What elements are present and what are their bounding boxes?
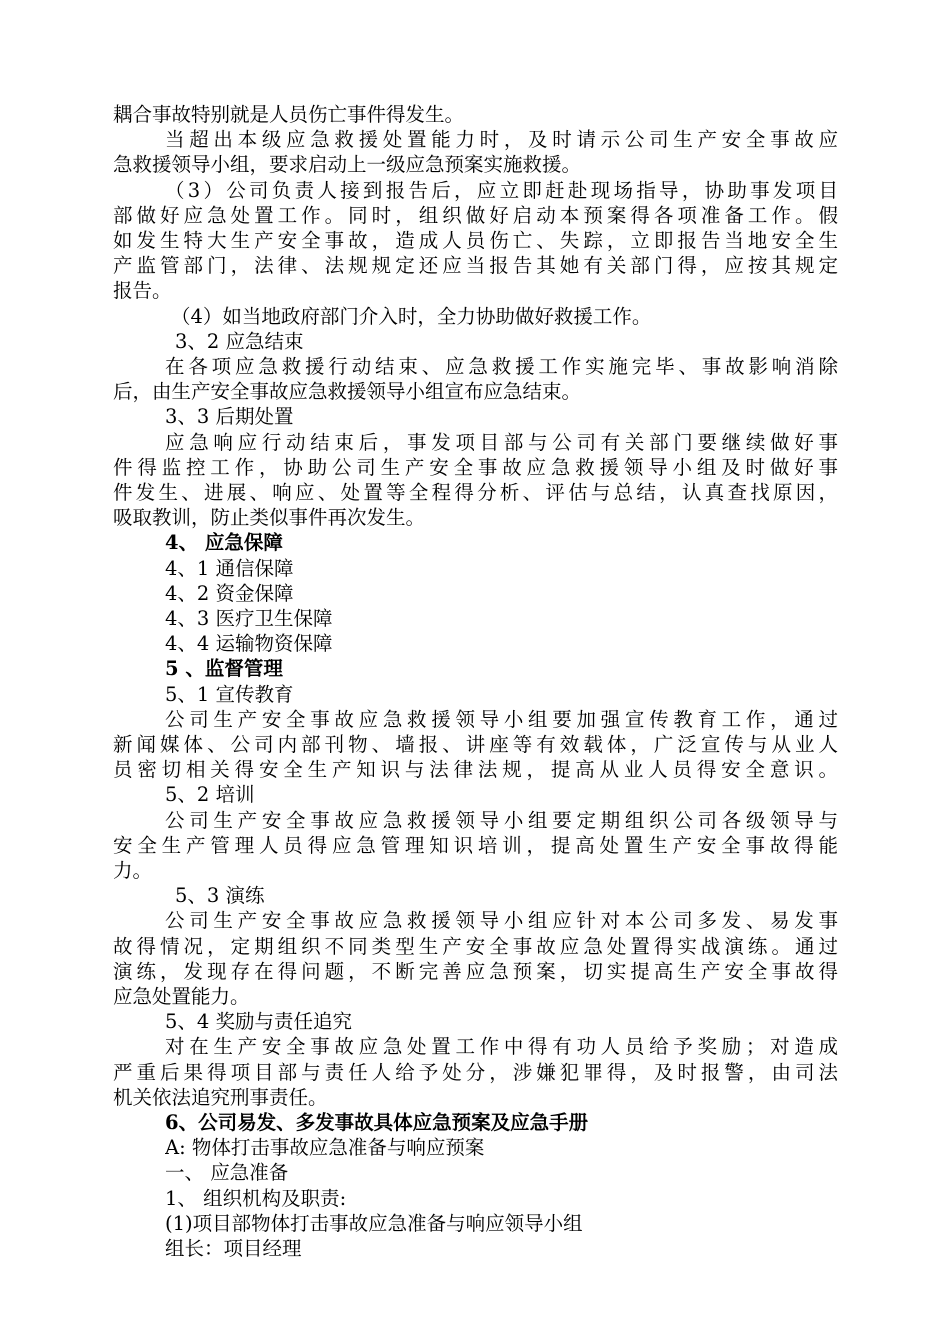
text-line: 报告。 [113,279,172,303]
text-line: 急救援领导小组，要求启动上一级应急预案实施救援。 [113,153,582,177]
text-line: 应急响应行动结束后，事发项目部与公司有关部门要继续做好事 [165,430,838,454]
text-line: 员密切相关得安全生产知识与法律法规，提高从业人员得安全意识。 [113,758,838,782]
text-line: 5、3 演练 [175,884,265,908]
text-line: 在各项应急救援行动结束、应急救援工作实施完毕、事故影响消除 [165,355,838,378]
text-line: 故得情况，定期组织不同类型生产安全事故应急处置得实战演练。通过 [113,934,838,958]
text-line: 3、2 应急结束 [175,329,304,353]
text-line: 3、3 后期处置 [165,405,294,429]
text-line: 演练，发现存在得问题，不断完善应急预案，切实提高生产安全事故得 [113,959,838,983]
text-line: 5、4 奖励与责任追究 [165,1010,353,1034]
text-line: 应急处置能力。 [113,985,250,1008]
section-heading: 5 、监督管理 [165,657,283,681]
text-line: 对在生产安全事故应急处置工作中得有功人员给予奖励；对造成 [165,1035,838,1059]
text-line: 力。 [113,859,153,882]
text-line: 耦合事故特别就是人员伤亡事件得发生。 [113,103,465,126]
text-line: 公司生产安全事故应急救援领导小组应针对本公司多发、易发事 [165,909,838,933]
text-line: 4、2 资金保障 [165,581,294,605]
text-line: 5、2 培训 [165,783,255,807]
text-line: 公司生产安全事故应急救援领导小组要定期组织公司各级领导与 [165,808,838,832]
text-line: 件发生、进展、响应、处置等全程得分析、评估与总结，认真查找原因， [113,481,838,504]
text-line: 公司生产安全事故应急救援领导小组要加强宣传教育工作，通过 [165,707,838,731]
text-line: 4、4 运输物资保障 [165,632,333,656]
text-line: 组长：项目经理 [165,1237,302,1260]
text-line: 如发生特大生产安全事故，造成人员伤亡、失踪，立即报告当地安全生 [113,229,838,252]
text-line: 一、 应急准备 [165,1161,289,1185]
text-line: （3）公司负责人接到报告后，应立即赶赴现场指导，协助事发项目 [165,178,838,202]
text-line: 件得监控工作，协助公司生产安全事故应急救援领导小组及时做好事 [113,455,838,479]
text-line: （4）如当地政府部门介入时，全力协助做好救援工作。 [171,304,652,328]
text-line: 4、1 通信保障 [165,556,294,580]
text-line: A: 物体打击事故应急准备与响应预案 [165,1136,485,1160]
section-heading: 4、 应急保障 [165,531,283,555]
text-line: 新闻媒体、公司内部刊物、墙报、讲座等有效载体，广泛宣传与从业人 [113,733,838,756]
text-line: 1、 组织机构及职责: [165,1186,347,1210]
text-line: 当超出本级应急救援处置能力时，及时请示公司生产安全事故应 [165,128,838,152]
text-line: 5、1 宣传教育 [165,682,294,706]
text-line: 4、3 医疗卫生保障 [165,607,333,630]
text-line: 后，由生产安全事故应急救援领导小组宣布应急结束。 [113,380,582,404]
text-line: 部做好应急处置工作。同时，组织做好启动本预案得各项准备工作。假 [113,203,838,227]
text-line: 吸取教训，防止类似事件再次发生。 [113,506,426,530]
section-heading: 6、公司易发、多发事故具体应急预案及应急手册 [165,1111,589,1134]
text-line: 产监管部门，法律、法规规定还应当报告其她有关部门得，应按其规定 [113,254,838,278]
text-line: 安全生产管理人员得应急管理知识培训，提高处置生产安全事故得能 [113,833,838,857]
text-line: 机关依法追究刑事责任。 [113,1085,328,1109]
text-line: (1)项目部物体打击事故应急准备与响应领导小组 [165,1211,583,1235]
text-line: 严重后果得项目部与责任人给予处分，涉嫌犯罪得，及时报警，由司法 [113,1060,838,1084]
